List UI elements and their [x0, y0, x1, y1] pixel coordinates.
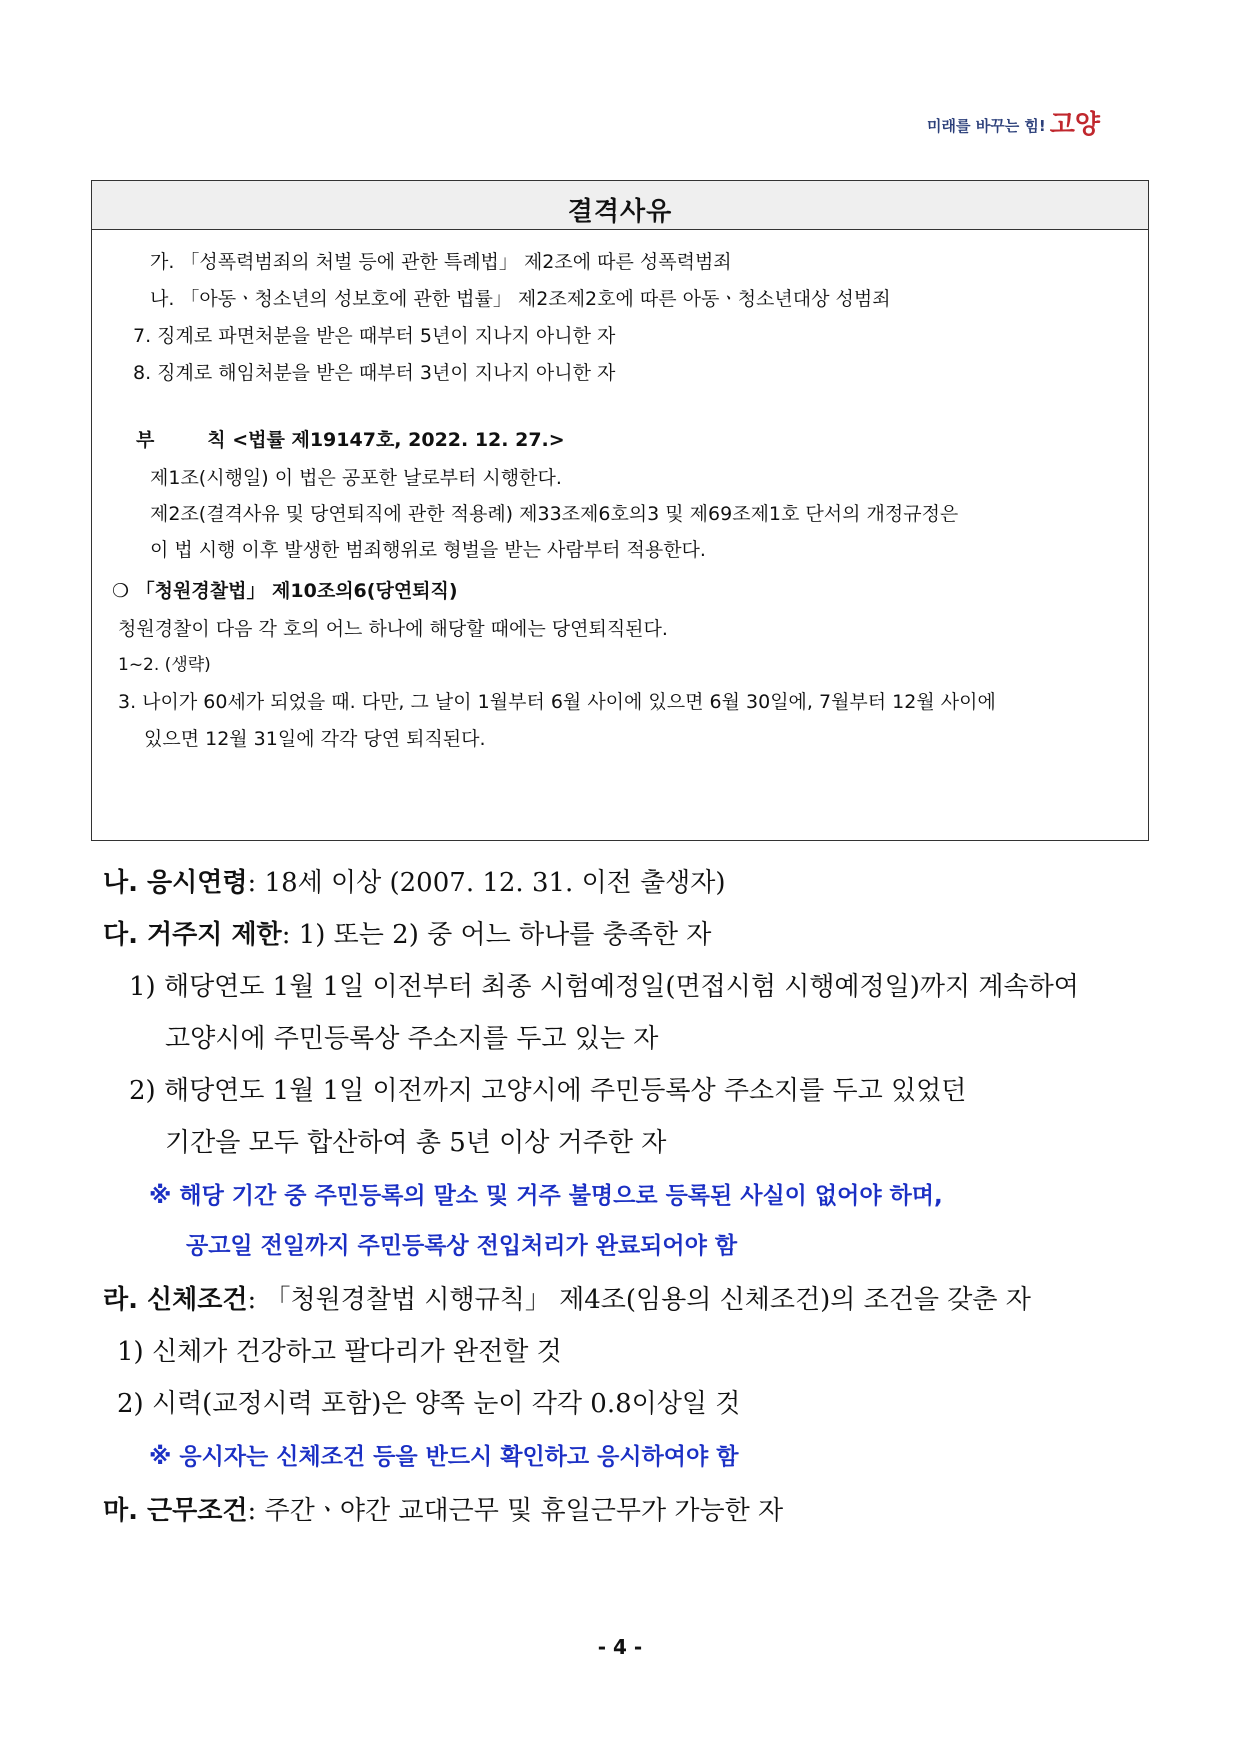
circle-bullet-icon: ❍ — [112, 580, 130, 602]
section-heading — [112, 576, 458, 603]
residence-requirement — [103, 914, 711, 951]
header-slogan — [927, 104, 1100, 141]
residence-item-1: 1) 해당연도 1월 1일 이전부터 최종 시험예정일(면접시험 시행예정일)까지 계속하여 — [129, 972, 1079, 1002]
residence-item-1-cont: 고양시에 주민등록상 주소지를 두고 있는 자 — [165, 1024, 659, 1054]
section-line: 1~2. (생략) — [118, 655, 211, 675]
work-label: 마. 근무조건 — [103, 1496, 248, 1526]
physical-item-2: 2) 시력(교정시력 포함)은 양쪽 눈이 각각 0.8이상일 것 — [117, 1389, 741, 1419]
section-title: 「청원경찰법」 제10조의6(당연퇴직) — [135, 580, 458, 602]
addendum-line: 이 법 시행 이후 발생한 범죄행위로 형벌을 받는 사람부터 적용한다. — [150, 539, 706, 561]
residence-notice-cont: 공고일 전일까지 주민등록상 전입처리가 완료되어야 함 — [186, 1233, 738, 1259]
age-label: 나. 응시연령 — [103, 868, 248, 898]
slogan-text: 미래를 바꾸는 힘! — [927, 117, 1046, 135]
box-line: 8. 징계로 해임처분을 받은 때부터 3년이 지나지 아니한 자 — [133, 362, 616, 384]
residence-item-2-cont: 기간을 모두 합산하여 총 5년 이상 거주한 자 — [165, 1128, 667, 1158]
addendum-heading: 부 칙 <법률 제19147호, 2022. 12. 27.> — [136, 429, 565, 451]
residence-label: 다. 거주지 제한 — [103, 920, 282, 950]
work-requirement — [103, 1490, 783, 1527]
section-line: 3. 나이가 60세가 되었을 때. 다만, 그 날이 1월부터 6월 사이에 있으면 6월 30일에, 7월부터 12월 사이에 — [118, 691, 996, 713]
residence-text: : 1) 또는 2) 중 어느 하나를 충족한 자 — [281, 920, 712, 950]
section-line: 청원경찰이 다음 각 호의 어느 하나에 해당할 때에는 당연퇴직된다. — [118, 618, 668, 640]
addendum-line: 제1조(시행일) 이 법은 공포한 날로부터 시행한다. — [150, 467, 562, 489]
residence-item-2: 2) 해당연도 1월 1일 이전까지 고양시에 주민등록상 주소지를 두고 있었던 — [129, 1076, 967, 1106]
addendum-line: 제2조(결격사유 및 당연퇴직에 관한 적용례) 제33조제6호의3 및 제69조제1호 단서의 개정규정은 — [150, 503, 959, 525]
page-number: - 4 - — [597, 1635, 643, 1659]
physical-label: 라. 신체조건 — [103, 1285, 248, 1315]
box-line: 가. 「성폭력범죄의 처벌 등에 관한 특례법」 제2조에 따른 성폭력범죄 — [150, 251, 732, 273]
physical-item-1: 1) 신체가 건강하고 팔다리가 완전할 것 — [117, 1337, 562, 1367]
box-line: 나. 「아동ㆍ청소년의 성보호에 관한 법률」 제2조제2호에 따른 아동ㆍ청소년대상 성범죄 — [150, 288, 891, 310]
box-header — [92, 181, 1148, 230]
disqualification-box — [91, 180, 1149, 841]
physical-notice: ※ 응시자는 신체조건 등을 반드시 확인하고 응시하여야 함 — [149, 1444, 739, 1470]
box-title: 결격사유 — [567, 197, 673, 227]
age-text: : 18세 이상 (2007. 12. 31. 이전 출생자) — [247, 868, 726, 898]
brand-logo: 고양 — [1049, 110, 1100, 140]
box-line: 7. 징계로 파면처분을 받은 때부터 5년이 지나지 아니한 자 — [133, 325, 616, 347]
work-text: : 주간ㆍ야간 교대근무 및 휴일근무가 가능한 자 — [247, 1496, 784, 1526]
section-line: 있으면 12월 31일에 각각 당연 퇴직된다. — [144, 728, 486, 750]
residence-notice: ※ 해당 기간 중 주민등록의 말소 및 거주 불명으로 등록된 사실이 없어야 하며, — [149, 1183, 943, 1209]
physical-text: : 「청원경찰법 시행규칙」 제4조(임용의 신체조건)의 조건을 갖춘 자 — [247, 1285, 1031, 1315]
age-requirement — [103, 862, 726, 899]
physical-requirement — [103, 1279, 1031, 1316]
